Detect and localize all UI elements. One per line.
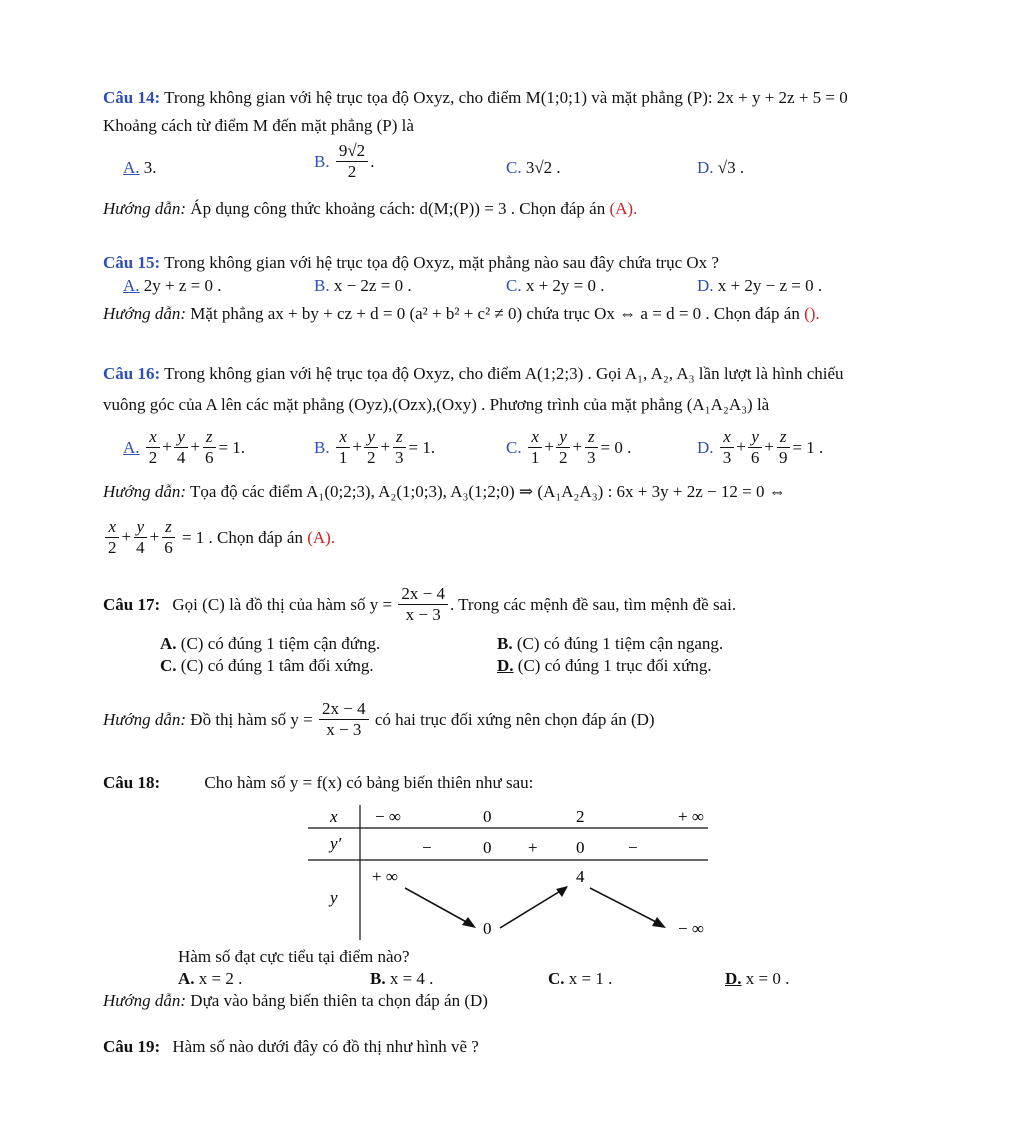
yp-zero-1: 0 (483, 838, 492, 857)
q15-option-a[interactable]: A. 2y + z = 0 . (123, 276, 222, 295)
q18-option-a[interactable]: A. x = 2 . (178, 969, 243, 988)
y-val-pos-inf: + ∞ (372, 867, 398, 886)
q14-option-b-fraction: $\frac{9√2}{2}$ (336, 142, 368, 182)
q17-option-c[interactable]: C. (C) có đúng 1 tâm đối xứng. (160, 656, 374, 675)
q14-option-a[interactable]: A. 3. (123, 158, 157, 177)
q14-label: Câu 14: (103, 88, 161, 107)
q17-option-d[interactable]: D. (C) có đúng 1 trục đối xứng. (497, 656, 712, 675)
q16-stem2: vuông góc của A lên các mặt phẳng (Oyz),(Ozx),(Oxy) . Phương trình của mặt phẳng (A₁A₂A₃) là (103, 395, 770, 414)
x-val-neg-inf: − ∞ (375, 807, 401, 826)
q14-option-d[interactable]: D. √3 . (697, 158, 745, 177)
q18-option-b[interactable]: B. x = 4 . (370, 969, 434, 988)
q17-fraction: $\frac{2x - 4}{x - 3}$ (398, 585, 448, 625)
x-label: x (330, 807, 338, 826)
q16-option-c[interactable]: C. $\frac{x}{1}$ + $\frac{y}{2}$ + $\frac{z}{3}$ = 0 . (506, 427, 632, 467)
q19-label: Câu 19: (103, 1037, 161, 1056)
q19-stem-line: Câu 19: Hàm số nào dưới đây có đồ thị như hình vẽ ? (103, 1037, 479, 1056)
arrow-head-2 (556, 886, 568, 897)
y-val-0: 0 (483, 919, 492, 938)
q15-option-b[interactable]: B. x − 2z = 0 . (314, 276, 412, 295)
y-val-4: 4 (576, 867, 585, 886)
x-val-2: 2 (576, 807, 585, 826)
q15-stem-line: Câu 15: Trong không gian với hệ trục tọa độ Oxyz, mặt phẳng nào sau đây chứa trục Ox ? (103, 253, 719, 272)
q14-option-b[interactable]: B. $\frac{9√2}{2}$ . (314, 141, 375, 181)
q15-option-d[interactable]: D. x + 2y − z = 0 . (697, 276, 823, 295)
y-label: y (330, 888, 338, 907)
q17-stem-line: Câu 17: Gọi (C) là đồ thị của hàm số y = $\frac{2x - 4}{x - 3}$ . Trong các mệnh đề sau, tìm mệnh đề sai. (103, 584, 737, 624)
x-val-pos-inf: + ∞ (678, 807, 704, 826)
arrow-head-3 (652, 917, 666, 928)
q15-label: Câu 15: (103, 253, 161, 272)
q15-option-c[interactable]: C. x + 2y = 0 . (506, 276, 605, 295)
arrow-head-1 (462, 917, 476, 928)
q18-stem-line: Câu 18: Cho hàm số y = f(x) có bảng biến thiên như sau: (103, 773, 534, 792)
y-val-neg-inf: − ∞ (678, 919, 704, 938)
q16-stem-line1: Câu 16: Trong không gian với hệ trục tọa độ Oxyz, cho điểm A(1;2;3) . Gọi A₁, A₂, A₃ lần lượt là hình chiếu (103, 364, 844, 383)
q15-guide: Hướng dẫn: Mặt phẳng ax + by + cz + d = 0 (a² + b² + c² ≠ 0) chứa trục Ox ⇔ a = d = 0 . Chọn đáp án (). (103, 304, 820, 323)
q14-stem-line1 (103, 88, 848, 108)
q18-option-c[interactable]: C. x = 1 . (548, 969, 613, 988)
q16-option-b[interactable]: B. $\frac{x}{1}$ + $\frac{y}{2}$ + $\frac{z}{3}$ = 1. (314, 427, 436, 467)
arrow-down-1 (405, 888, 470, 924)
arrow-up (500, 890, 562, 928)
q18-guide: Hướng dẫn: Dựa vào bảng biến thiên ta chọn đáp án (D) (103, 991, 488, 1010)
q18-question: Hàm số đạt cực tiểu tại điểm nào? (178, 947, 410, 966)
q18-label: Câu 18: (103, 773, 161, 792)
q17-option-a[interactable]: A. (C) có đúng 1 tiệm cận đứng. (160, 634, 381, 653)
variation-table (300, 800, 720, 950)
yp-sign-2: + (528, 838, 538, 857)
q16-label: Câu 16: (103, 364, 161, 383)
q17-label: Câu 17: (103, 595, 161, 615)
q14-guide: Hướng dẫn: Áp dụng công thức khoảng cách: d(M;(P)) = 3 . Chọn đáp án (A). (103, 199, 638, 218)
q16-guide-line2: $\frac{x}{2}$ + $\frac{y}{4}$ + $\frac{z}{6}$ = 1 . Chọn đáp án (A). (103, 518, 335, 558)
yp-label: y′ (330, 834, 342, 853)
x-val-0: 0 (483, 807, 492, 826)
q17-option-b[interactable]: B. (C) có đúng 1 tiệm cận ngang. (497, 634, 724, 653)
yp-sign-3: − (628, 838, 638, 857)
q17-guide: Hướng dẫn: Đồ thị hàm số y = $\frac{2x - 4}{x - 3}$ có hai trục đối xứng nên chọn đáp án (D) (103, 699, 655, 739)
q14-option-c[interactable]: C. 3√2 . (506, 158, 561, 177)
yp-sign-1: − (422, 838, 432, 857)
q14-stem2: Khoảng cách từ điểm M đến mặt phẳng (P) là (103, 116, 414, 135)
yp-zero-2: 0 (576, 838, 585, 857)
q16-option-d[interactable]: D. $\frac{x}{3}$ + $\frac{y}{6}$ + $\frac{z}{9}$ = 1 . (697, 427, 824, 467)
q16-option-a[interactable]: A. $\frac{x}{2}$ + $\frac{y}{4}$ + $\frac{z}{6}$ = 1. (123, 427, 246, 467)
q16-guide: Hướng dẫn: Tọa độ các điểm A₁(0;2;3), A₂(1;0;3), A₃(1;2;0) ⇒ (A₁A₂A₃) : 6x + 3y + 2z − 12 = 0 ⇔ (103, 482, 786, 501)
arrow-down-2 (590, 888, 660, 924)
q18-option-d[interactable]: D. x = 0 . (725, 969, 790, 988)
q14-stem1: Trong không gian với hệ trục tọa độ Oxyz, cho điểm M(1;0;1) và mặt phẳng (P): 2x + y + 2z + 5 = 0 (164, 88, 848, 107)
